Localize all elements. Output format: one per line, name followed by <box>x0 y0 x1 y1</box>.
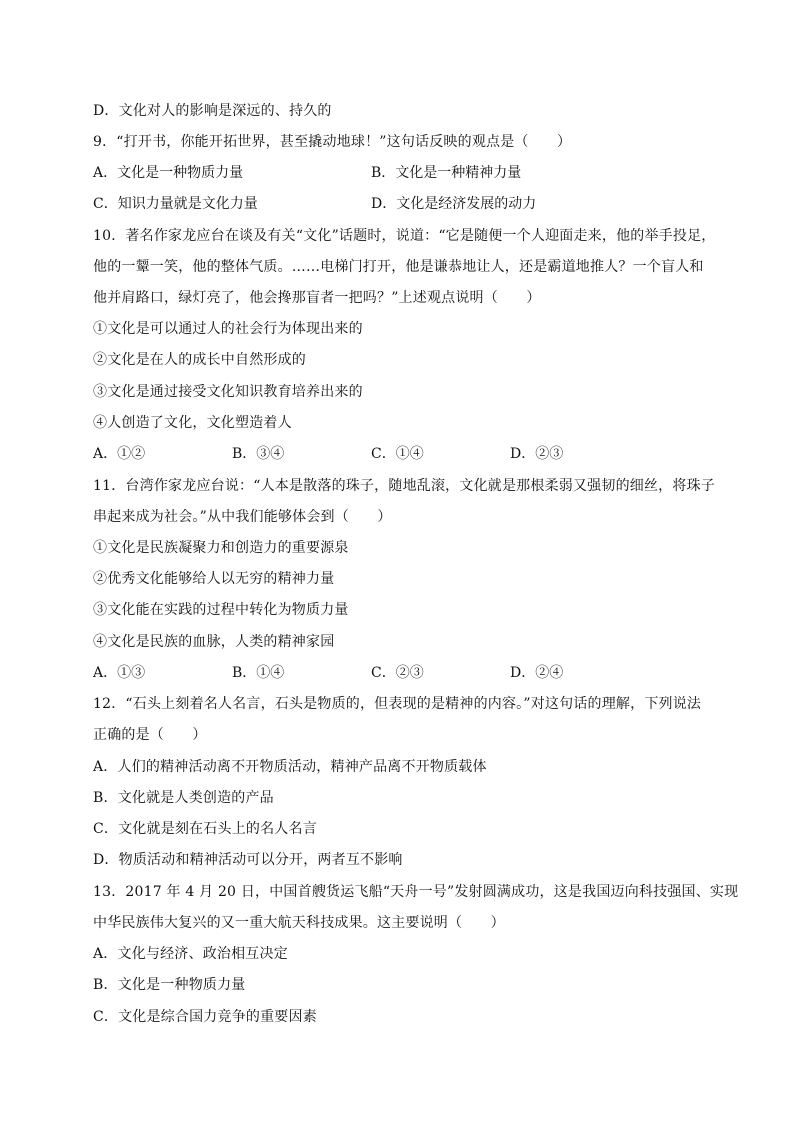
q11-statement-2: ②优秀文化能够给人以无穷的精神力量 <box>93 571 335 587</box>
q11-statement-3: ③文化能在实践的过程中转化为物质力量 <box>93 602 349 618</box>
q11-option-d: D．②④ <box>510 665 564 681</box>
q12-option-a: A．人们的精神活动离不开物质活动，精神产品离不开物质载体 <box>93 759 487 775</box>
q10-stem-line-2: 他的一颦一笑，他的整体气质。……电梯门打开，他是谦恭地让人，还是霸道地推人？一个盲人和 <box>93 259 704 275</box>
q10-option-d: D．②③ <box>510 446 564 462</box>
q10-statement-3: ③文化是通过接受文化知识教育培养出来的 <box>93 384 363 400</box>
q11-statement-4: ④文化是民族的血脉，人类的精神家园 <box>93 634 335 650</box>
q11-option-c: C．②③ <box>371 665 424 681</box>
q12-stem-line-1: 12．“石头上刻着名人名言，石头是物质的，但表现的是精神的内容。”对这句话的理解，下列说法 <box>93 696 702 712</box>
q10-option-b: B．③④ <box>232 446 285 462</box>
q9-option-d: D．文化是经济发展的动力 <box>371 196 537 212</box>
q13-option-c: C．文化是综合国力竞争的重要因素 <box>93 1009 317 1025</box>
q13-stem-line-1: 13．2017 年 4 月 20 日，中国首艘货运飞船“天舟一号”发射圆满成功，这是我国迈向科技强国、实现 <box>93 884 739 900</box>
q12-option-d: D．物质活动和精神活动可以分开，两者互不影响 <box>93 852 403 868</box>
q10-statement-1: ①文化是可以通过人的社会行为体现出来的 <box>93 321 363 337</box>
q10-stem-line-1: 10．著名作家龙应台在谈及有关“文化”话题时，说道：“它是随便一个人迎面走来，他的举手投足， <box>93 228 716 244</box>
q13-option-a: A．文化与经济、政治相互决定 <box>93 946 288 962</box>
q10-statement-2: ②文化是在人的成长中自然形成的 <box>93 352 306 368</box>
q11-statement-1: ①文化是民族凝聚力和创造力的重要源泉 <box>93 540 349 556</box>
q9-stem: 9．“打开书，你能开拓世界，甚至撬动地球！”这句话反映的观点是（ ） <box>93 134 572 150</box>
q9-option-a: A．文化是一种物质力量 <box>93 165 244 181</box>
q13-option-b: B．文化是一种物质力量 <box>93 977 246 993</box>
q11-option-a: A．①③ <box>93 665 146 681</box>
q9-option-c: C．知识力量就是文化力量 <box>93 196 258 212</box>
q9-option-b: B．文化是一种精神力量 <box>371 165 522 181</box>
q11-stem-line-1: 11．台湾作家龙应台说：“人本是散落的珠子，随地乱滚，文化就是那根柔弱又强韧的细丝，将珠子 <box>93 478 715 494</box>
q13-stem-line-2: 中华民族伟大复兴的又一重大航天科技成果。这主要说明（ ） <box>93 915 505 931</box>
q12-option-b: B．文化就是人类创造的产品 <box>93 790 274 806</box>
q8-option-d: D．文化对人的影响是深远的、持久的 <box>93 103 332 119</box>
q12-stem-line-2: 正确的是（ ） <box>93 727 207 743</box>
q11-stem-line-2: 串起来成为社会。”从中我们能够体会到（ ） <box>93 509 392 525</box>
q10-option-a: A．①② <box>93 446 146 462</box>
q10-statement-4: ④人创造了文化，文化塑造着人 <box>93 415 292 431</box>
q10-stem-line-3: 他并肩路口，绿灯亮了，他会搀那盲者一把吗？”上述观点说明（ ） <box>93 290 541 306</box>
q10-option-c: C．①④ <box>371 446 424 462</box>
q11-option-b: B．①④ <box>232 665 285 681</box>
q12-option-c: C．文化就是刻在石头上的名人名言 <box>93 821 317 837</box>
